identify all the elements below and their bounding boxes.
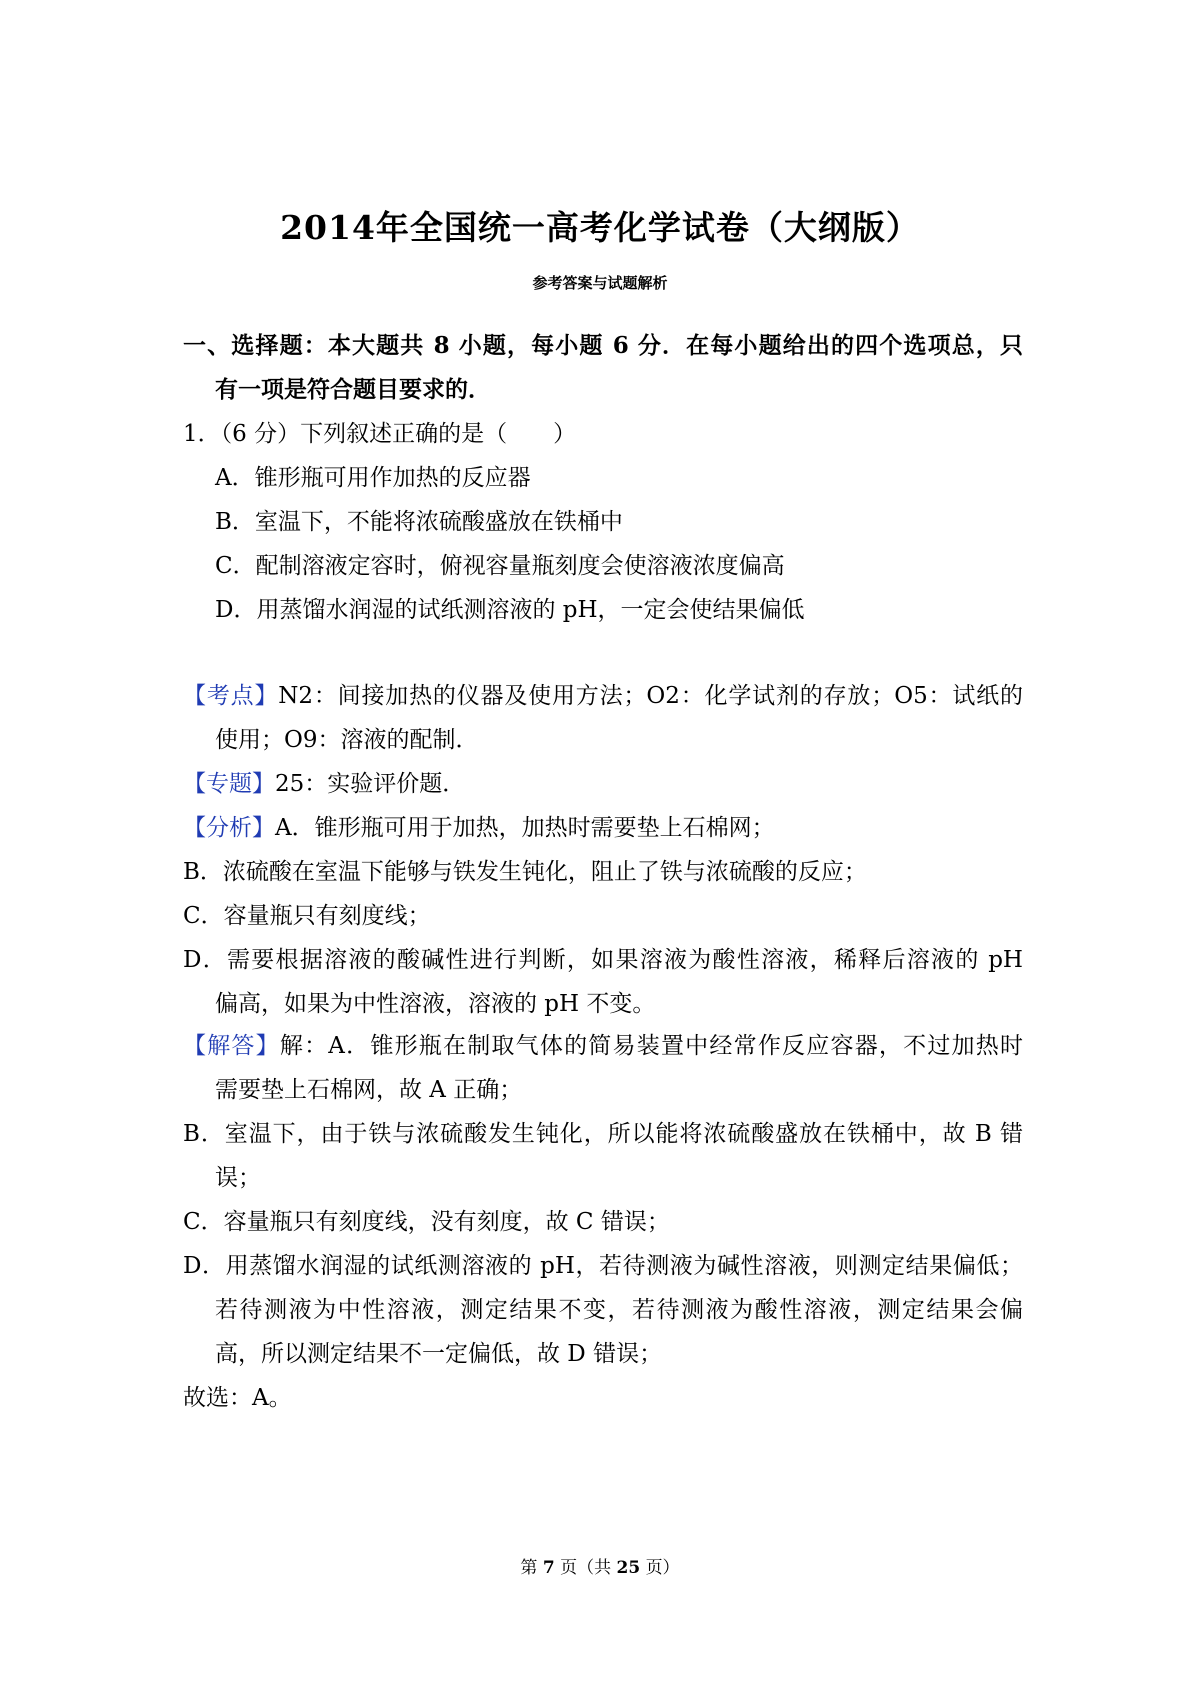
footer-prefix: 第 [520,1558,538,1578]
page-title: 2014年全国统一高考化学试卷（大纲版） [280,208,920,247]
fenxi-line3: C．容量瓶只有刻度线； [183,903,431,929]
final-answer: 故选：A。 [183,1385,292,1411]
jieda-line3: B．室温下，由于铁与浓硫酸发生钝化，所以能将浓硫酸盛放在铁桶中，故 B 错 [183,1121,1023,1147]
option-b: B．室温下，不能将浓硫酸盛放在铁桶中 [215,509,623,535]
footer-total-pages: 25 [616,1558,641,1578]
kaodian-text: N2：间接加热的仪器及使用方法；O2：化学试剂的存放；O5：试纸的 [278,683,1023,709]
jieda-line5: C．容量瓶只有刻度线，没有刻度，故 C 错误； [183,1209,670,1235]
fenxi-line1 [183,812,1023,844]
footer-page-number: 7 [542,1558,555,1578]
jieda-line2: 需要垫上石棉网，故 A 正确； [215,1077,523,1103]
jieda-line8: 高，所以测定结果不一定偏低，故 D 错误； [215,1341,663,1367]
kaodian-tag: 【考点】 [183,683,279,709]
fenxi-tag: 【分析】 [183,815,275,841]
option-d: D．用蒸馏水润湿的试纸测溶液的 pH，一定会使结果偏低 [215,597,805,623]
fenxi-line5: 偏高，如果为中性溶液，溶液的 pH 不变。 [215,991,656,1017]
zhuanti-tag: 【专题】 [183,771,275,797]
zhuanti-line [183,768,1023,800]
jieda-line7: 若待测液为中性溶液，测定结果不变，若待测液为酸性溶液，测定结果会偏 [215,1297,1023,1323]
jieda-line1 [183,1030,1023,1062]
page-footer [0,1553,1200,1578]
jieda-text: 解：A．锥形瓶在制取气体的简易装置中经常作反应容器，不过加热时 [279,1033,1023,1059]
jieda-line6: D．用蒸馏水润湿的试纸测溶液的 pH，若待测液为碱性溶液，则测定结果偏低； [183,1253,1023,1279]
footer-suffix: 页） [645,1558,680,1578]
fenxi-line4: D．需要根据溶液的酸碱性进行判断，如果溶液为酸性溶液，稀释后溶液的 pH [183,947,1023,973]
section-heading-line1: 一、选择题：本大题共 8 小题，每小题 6 分．在每小题给出的四个选项总，只 [183,332,1023,359]
fenxi-text: A．锥形瓶可用于加热，加热时需要垫上石棉网； [275,815,775,841]
option-c: C．配制溶液定容时，俯视容量瓶刻度会使溶液浓度偏高 [215,553,785,579]
option-a: A．锥形瓶可用作加热的反应器 [215,465,531,491]
kaodian-line1 [183,680,1023,712]
zhuanti-text: 25：实验评价题． [275,771,466,797]
fenxi-line2: B．浓硫酸在室温下能够与铁发生钝化，阻止了铁与浓硫酸的反应； [183,859,867,885]
section-heading-line2: 有一项是符合题目要求的． [215,376,491,403]
kaodian-line2: 使用；O9：溶液的配制． [215,727,479,753]
footer-middle: 页（共 [560,1558,612,1578]
page-subtitle: 参考答案与试题解析 [532,274,668,292]
question-stem: 1．（6 分）下列叙述正确的是（ ） [183,421,577,447]
jieda-tag: 【解答】 [183,1033,280,1059]
jieda-line4: 误； [215,1165,261,1191]
